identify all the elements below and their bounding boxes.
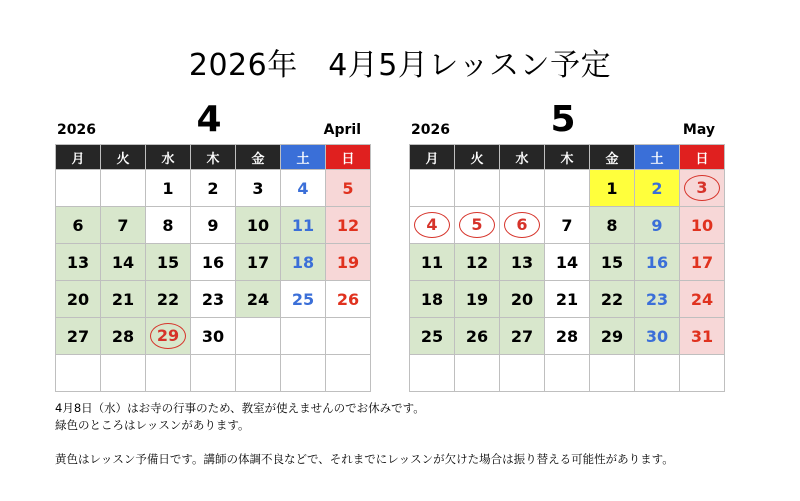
calendar-day-cell: 18 [281,244,326,281]
calendar-empty-cell [455,355,500,392]
calendar-empty-cell [410,170,455,207]
calendar-day-cell: 16 [635,244,680,281]
calendar-day-cell: 27 [500,318,545,355]
calendar-empty-cell [635,355,680,392]
calendar-month-name: May [682,122,715,138]
calendar-day-cell: 10 [680,207,725,244]
page-title: 2026年 4月5月レッスン予定 [188,48,612,83]
calendar-day-cell: 25 [281,281,326,318]
calendar-day-cell: 7 [545,207,590,244]
calendar-day-cell: 22 [590,281,635,318]
calendar-empty-cell [680,355,725,392]
calendar-week-row [410,281,725,318]
calendar-day-cell: 13 [56,244,101,281]
calendar-day-cell: 18 [410,281,455,318]
calendar-empty-cell [500,170,545,207]
calendar-day-cell: 27 [56,318,101,355]
weekday-header: 金 [590,145,635,170]
weekday-row [410,145,725,170]
calendar-empty-cell [455,170,500,207]
calendar-day-cell: 31 [680,318,725,355]
calendar-week-row [56,281,371,318]
calendar-day-cell: 6 [56,207,101,244]
calendar-day-cell: 24 [680,281,725,318]
calendar-day-cell: 2 [635,170,680,207]
weekday-header: 土 [635,145,680,170]
holiday-circle: 29 [150,323,186,349]
calendar-day-cell: 13 [500,244,545,281]
calendar-day-cell: 20 [56,281,101,318]
calendar-april [55,92,363,392]
note-green-legend: 緑色のところはレッスンがあります。 [55,418,250,432]
calendar-empty-cell [56,170,101,207]
calendar-day-cell: 19 [455,281,500,318]
calendar-day-cell: 28 [101,318,146,355]
calendar-week-row [56,207,371,244]
weekday-header: 月 [410,145,455,170]
calendar-day-cell: 1 [146,170,191,207]
calendar-empty-cell [326,318,371,355]
calendar-day-cell: 23 [191,281,236,318]
calendar-day-cell: 24 [236,281,281,318]
calendar-week-row [410,207,725,244]
calendar-day-cell: 23 [635,281,680,318]
calendar-month-name: April [323,122,361,138]
calendar-day-cell: 8 [590,207,635,244]
calendar-empty-cell [101,355,146,392]
calendar-day-cell [455,207,500,244]
calendar-body [56,170,371,392]
calendar-empty-cell [326,355,371,392]
calendar-empty-cell [191,355,236,392]
calendar-day-cell: 15 [590,244,635,281]
note-yellow-legend: 黄色はレッスン予備日です。講師の体調不良などで、それまでにレッスンが欠けた場合は振り替える可能性があります。 [55,452,674,466]
calendar-body [410,170,725,392]
calendar-day-cell: 26 [326,281,371,318]
weekday-header: 火 [455,145,500,170]
calendar-empty-cell [545,355,590,392]
weekday-header: 水 [500,145,545,170]
weekday-header: 日 [326,145,371,170]
calendar-header [55,92,363,144]
calendar-empty-cell [236,318,281,355]
calendar-empty-cell [236,355,281,392]
calendar-empty-cell [281,318,326,355]
calendar-day-cell: 22 [146,281,191,318]
calendar-empty-cell [590,355,635,392]
calendar-empty-cell [500,355,545,392]
weekday-header: 月 [56,145,101,170]
weekday-header: 水 [146,145,191,170]
calendar-empty-cell [56,355,101,392]
calendar-year: 2026 [57,122,96,138]
calendar-day-cell: 11 [410,244,455,281]
calendar-day-cell: 12 [326,207,371,244]
calendar-day-cell: 20 [500,281,545,318]
weekday-header: 木 [191,145,236,170]
calendar-day-cell: 26 [455,318,500,355]
calendar-day-cell: 14 [545,244,590,281]
calendar-day-cell: 10 [236,207,281,244]
calendar-grid [55,144,371,392]
holiday-circle: 4 [414,212,450,238]
calendar-day-cell [680,170,725,207]
calendar-day-cell: 9 [635,207,680,244]
calendar-year: 2026 [411,122,450,138]
calendar-day-cell: 16 [191,244,236,281]
calendar-week-row [56,355,371,392]
calendar-may [409,92,717,392]
notes [55,400,674,468]
calendar-empty-cell [281,355,326,392]
calendar-day-cell: 2 [191,170,236,207]
calendar-week-row [56,318,371,355]
calendar-week-row [56,244,371,281]
calendar-empty-cell [146,355,191,392]
weekday-header: 金 [236,145,281,170]
calendar-week-row [56,170,371,207]
weekday-header: 木 [545,145,590,170]
calendar-week-row [410,170,725,207]
weekday-header: 日 [680,145,725,170]
calendar-empty-cell [410,355,455,392]
calendar-day-cell: 28 [545,318,590,355]
calendar-day-cell: 30 [191,318,236,355]
calendar-day-cell: 21 [545,281,590,318]
calendar-day-cell: 3 [236,170,281,207]
calendar-day-cell: 11 [281,207,326,244]
calendar-day-cell: 1 [590,170,635,207]
calendar-month-number: 4 [196,99,222,140]
calendar-day-cell: 14 [101,244,146,281]
calendar-day-cell: 25 [410,318,455,355]
calendar-empty-cell [101,170,146,207]
calendar-day-cell: 12 [455,244,500,281]
weekday-header: 土 [281,145,326,170]
calendar-day-cell: 15 [146,244,191,281]
calendar-day-cell [146,318,191,355]
calendar-day-cell: 29 [590,318,635,355]
weekday-header: 火 [101,145,146,170]
calendar-day-cell [410,207,455,244]
note-closure: 4月8日（水）はお寺の行事のため、教室が使えませんのでお休みです。 [55,401,425,415]
holiday-circle: 6 [504,212,540,238]
calendar-day-cell: 7 [101,207,146,244]
calendar-day-cell: 17 [680,244,725,281]
calendar-day-cell: 21 [101,281,146,318]
calendar-empty-cell [545,170,590,207]
holiday-circle: 3 [684,175,720,201]
holiday-circle: 5 [459,212,495,238]
weekday-row [56,145,371,170]
calendar-day-cell: 8 [146,207,191,244]
calendar-week-row [410,244,725,281]
calendar-week-row [410,355,725,392]
calendar-day-cell: 9 [191,207,236,244]
calendar-day-cell: 4 [281,170,326,207]
calendar-week-row [410,318,725,355]
calendar-day-cell: 5 [326,170,371,207]
calendar-header [409,92,717,144]
calendar-day-cell [500,207,545,244]
calendar-day-cell: 17 [236,244,281,281]
calendar-day-cell: 30 [635,318,680,355]
calendar-month-number: 5 [550,99,576,140]
calendar-day-cell: 19 [326,244,371,281]
calendar-grid [409,144,725,392]
